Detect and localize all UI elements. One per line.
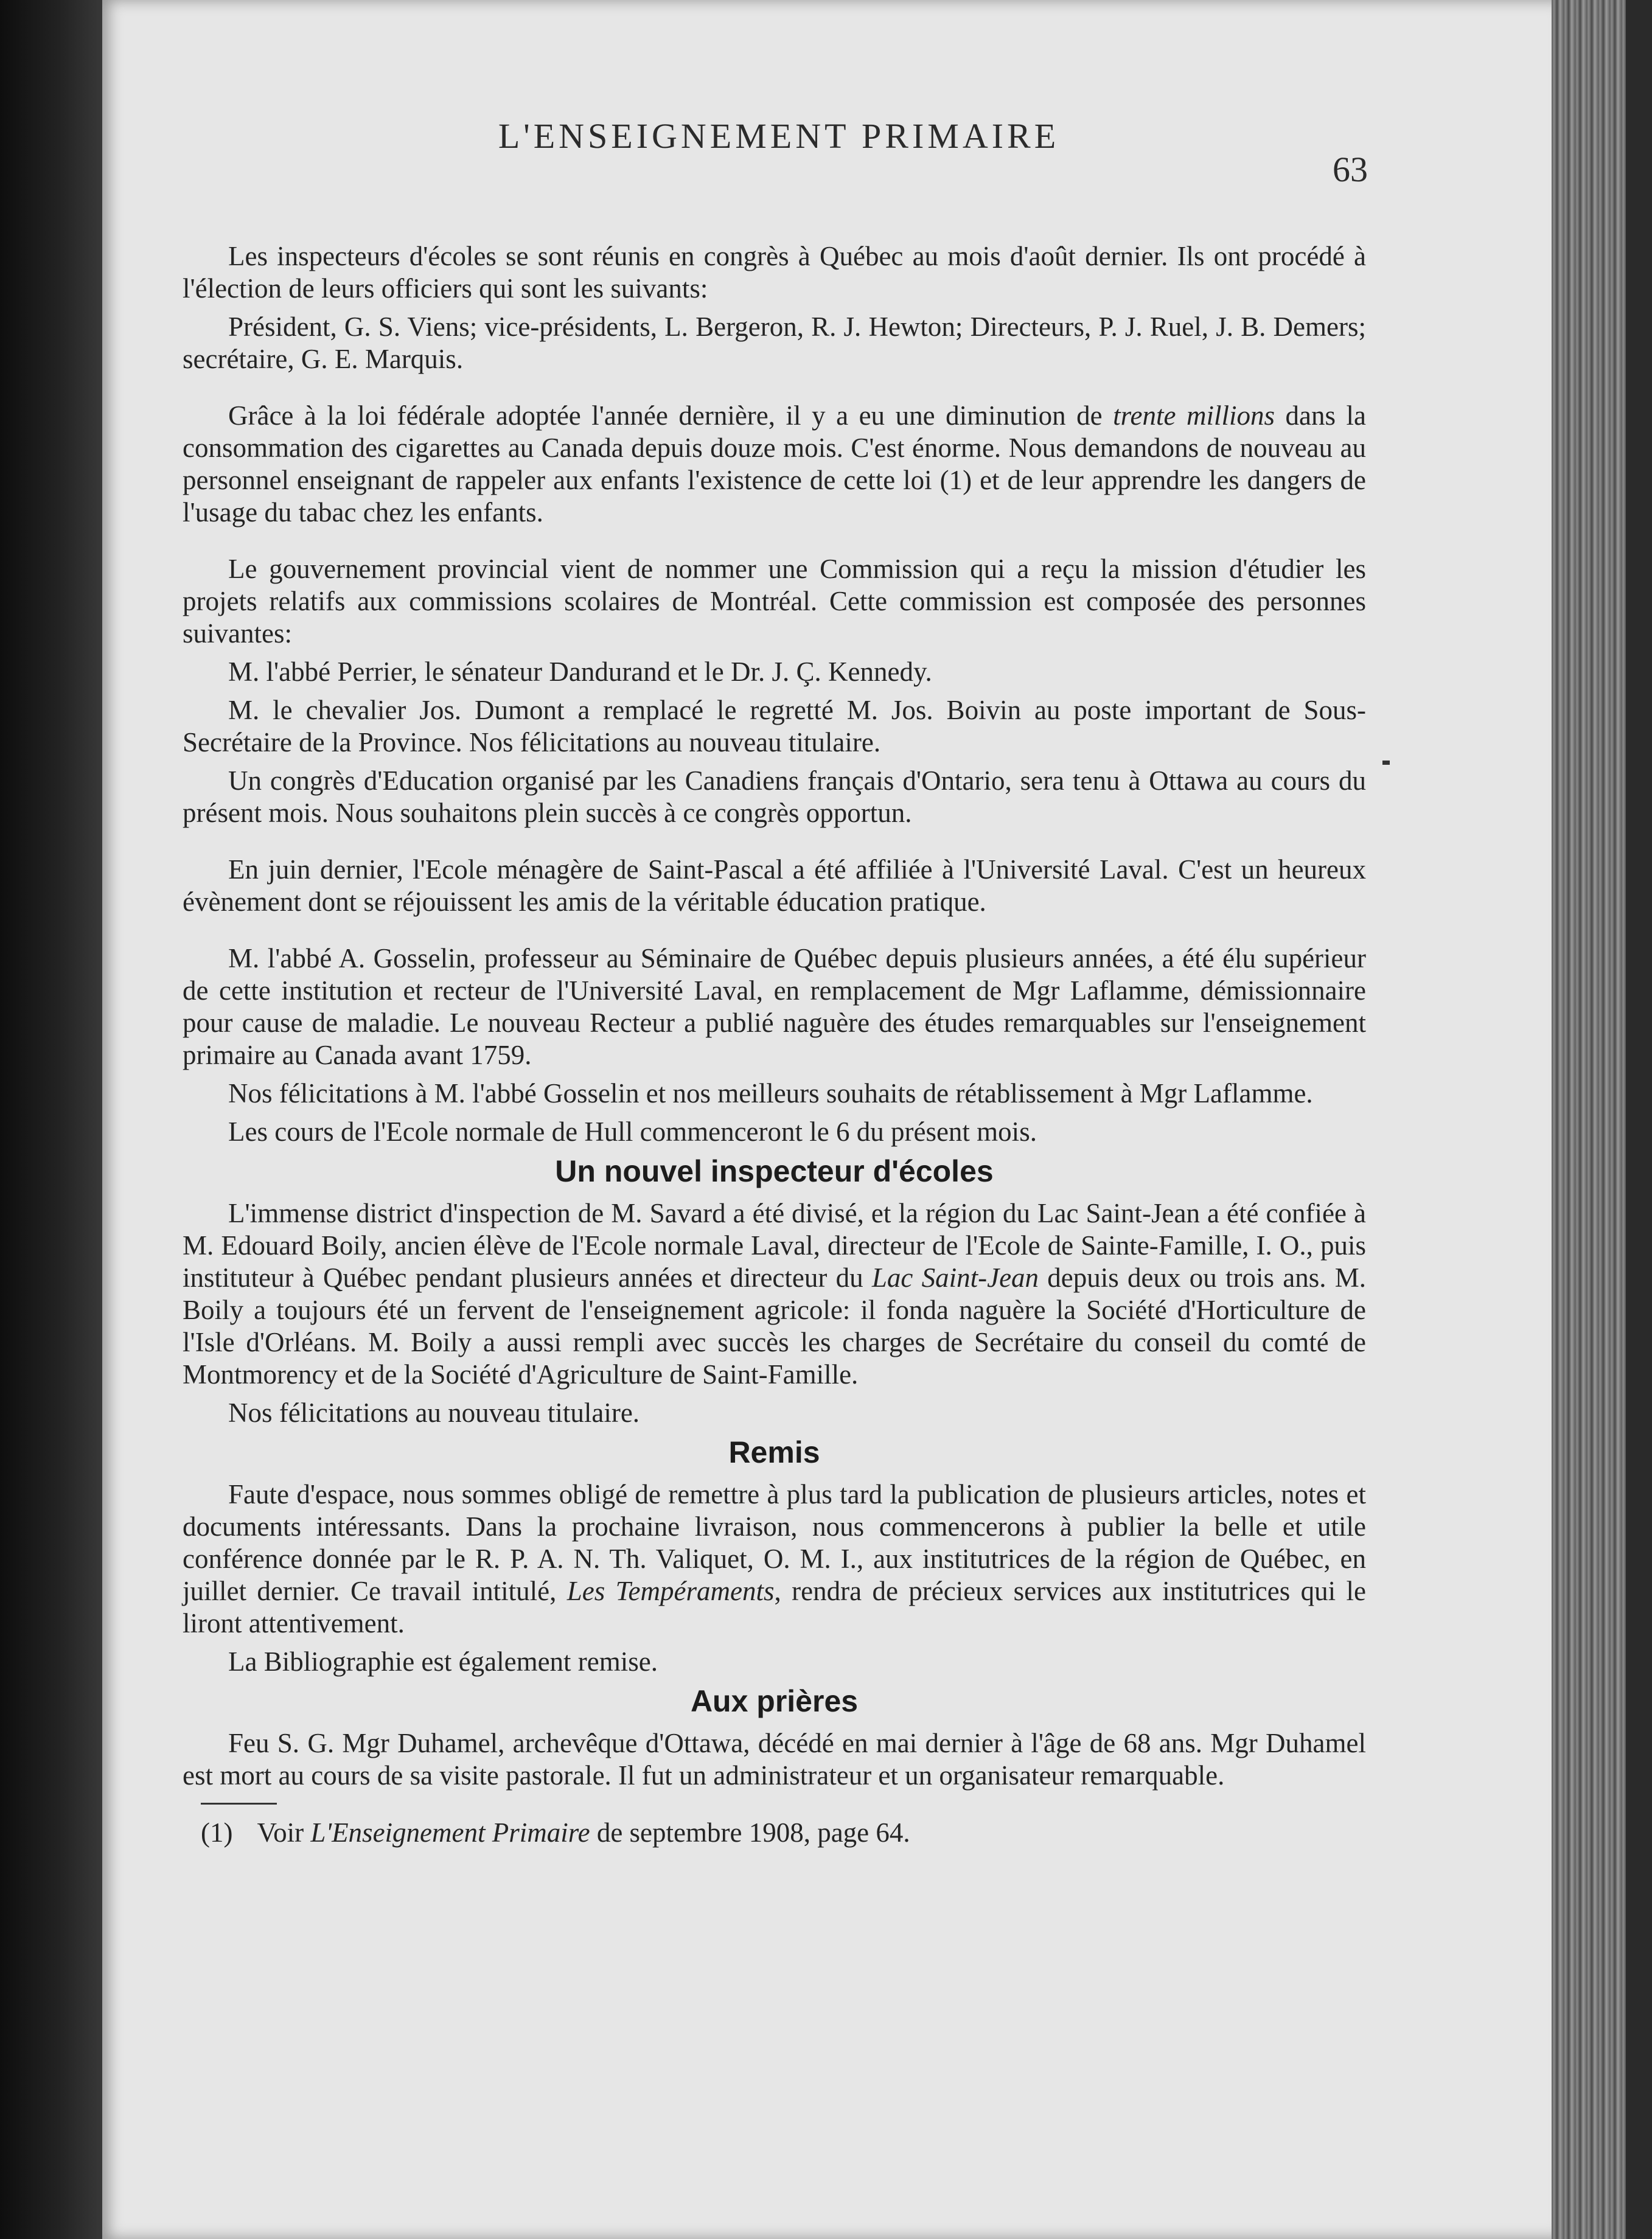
article-body xyxy=(183,240,1366,1849)
paragraph-bibliographie: La Bibliographie est également remise. xyxy=(228,1646,658,1677)
paragraph-ecole-hull: Les cours de l'Ecole normale de Hull commenceront le 6 du présent mois. xyxy=(228,1116,1037,1147)
margin-mark xyxy=(1382,761,1390,765)
page-number: 63 xyxy=(1333,150,1368,189)
text-segment: dans la consommation des cigarettes au Canada depuis douze mois. C'est énorme. Nous demandons de nouveau au personnel enseignant de rappeler aux enfants l'existence de cette loi (1) et de leur apprendre les dangers de l'usage du tabac chez les enfants. xyxy=(183,400,1366,528)
paragraph-felicitations-titulaire: Nos félicitations au nouveau titulaire. xyxy=(228,1398,640,1428)
paragraph-congres-ontario: Un congrès d'Education organisé par les Canadiens français d'Ontario, sera tenu à Ottawa au cours du présent mois. Nous souhaitons plein succès à ce congrès opportun. xyxy=(183,765,1366,828)
paragraph-commission: Le gouvernement provincial vient de nommer une Commission qui a reçu la mission d'étudier les projets relatifs aux commissions scolaires de Montréal. Cette commission est composée des personnes suivantes: xyxy=(183,554,1366,649)
running-title: L'ENSEIGNEMENT PRIMAIRE xyxy=(498,116,1060,156)
paragraph-duhamel: Feu S. G. Mgr Duhamel, archevêque d'Ottawa, décédé en mai dernier à l'âge de 68 ans. Mgr Duhamel est mort au cours de sa visite pastorale. Il fut un administrateur et un organisateur remarquable. xyxy=(183,1728,1366,1791)
footnote-marker: (1) xyxy=(201,1817,233,1848)
paragraph-gosselin: M. l'abbé A. Gosselin, professeur au Séminaire de Québec depuis plusieurs années, a été élu supérieur de cette institution et recteur de l'Université Laval, en remplacement de Mgr Laflamme, démissionnaire pour cause de maladie. Le nouveau Recteur a publié naguère des études remarquables sur l'enseignement primaire au Canada avant 1759. xyxy=(183,943,1366,1070)
text-segment: Grâce à la loi fédérale adoptée l'année dernière, il y a eu une diminution de xyxy=(228,400,1114,431)
footnote xyxy=(201,1817,1366,1849)
footnote-divider xyxy=(201,1803,277,1805)
paragraph-inspecteurs-congres: Les inspecteurs d'écoles se sont réunis en congrès à Québec au mois d'août dernier. Ils ont procédé à l'élection de leurs officiers qui sont les suivants: xyxy=(183,241,1366,304)
heading-nouvel-inspecteur: Un nouvel inspecteur d'écoles xyxy=(555,1154,994,1188)
book-spine xyxy=(0,0,106,2239)
italic-text: Lac Saint-Jean xyxy=(871,1262,1039,1293)
text-segment: L'immense district d'inspection de M. Savard a été divisé, et la région du Lac Saint-Jean a été confiée à M. Edouard Boily, ancien élève de l'Ecole normale Laval, directeur de l'Ecole de Sainte-Famille, I. O., puis instituteur à Québec pendant plusieurs années et directeur du xyxy=(183,1198,1366,1293)
text-segment: , rendra de précieux services aux institutrices qui le liront attentivement. xyxy=(183,1576,1366,1638)
italic-text: Les Tempéraments xyxy=(566,1576,775,1606)
text-segment: Voir xyxy=(257,1817,311,1848)
text-segment: de septembre 1908, page 64. xyxy=(590,1817,910,1848)
paragraph-ecole-menagere: En juin dernier, l'Ecole ménagère de Saint-Pascal a été affiliée à l'Université Laval. C'est un heureux évènement dont se réjouissent les amis de la véritable éducation pratique. xyxy=(183,854,1366,917)
heading-aux-prieres: Aux prières xyxy=(690,1684,859,1718)
paragraph-dumont: M. le chevalier Jos. Dumont a remplacé le regretté M. Jos. Boivin au poste important de Sous-Secrétaire de la Province. Nos félicitations au nouveau titulaire. xyxy=(183,695,1366,757)
paragraph-boily xyxy=(183,1197,1366,1391)
heading-remis: Remis xyxy=(728,1435,820,1469)
italic-text: trente millions xyxy=(1113,400,1275,431)
italic-text: L'Enseignement Primaire xyxy=(310,1817,590,1848)
paragraph-officiers: Président, G. S. Viens; vice-présidents, L. Bergeron, R. J. Hewton; Directeurs, P. J. Ruel, J. B. Demers; secrétaire, G. E. Marquis. xyxy=(183,312,1366,374)
paragraph-faute-espace xyxy=(183,1478,1366,1640)
paragraph-membres-commission: M. l'abbé Perrier, le sénateur Dandurand et le Dr. J. Ç. Kennedy. xyxy=(228,656,932,687)
text-segment: depuis deux ou trois ans. M. Boily a toujours été un fervent de l'enseignement agricole: il fonda naguère la Société d'Horticulture de l'Isle d'Orléans. M. Boily a aussi rempli avec succès les charges de Secrétaire du conseil du comté de Montmorency et de la Société d'Agriculture de Saint-Famille. xyxy=(183,1262,1366,1390)
text-segment: Faute d'espace, nous sommes obligé de remettre à plus tard la publication de plusieurs articles, notes et documents intéressants. Dans la prochaine livraison, nous commencerons à publier la belle et utile conférence donnée par le R. P. A. N. Th. Valiquet, O. M. I., aux institutrices de la région de Québec, en juillet dernier. Ce travail intitulé, xyxy=(183,1479,1366,1606)
paragraph-loi-cigarettes xyxy=(183,400,1366,529)
book-cover-edge xyxy=(1626,0,1652,2239)
paragraph-felicitations-gosselin: Nos félicitations à M. l'abbé Gosselin et nos meilleurs souhaits de rétablissement à Mgr Laflamme. xyxy=(228,1078,1313,1109)
